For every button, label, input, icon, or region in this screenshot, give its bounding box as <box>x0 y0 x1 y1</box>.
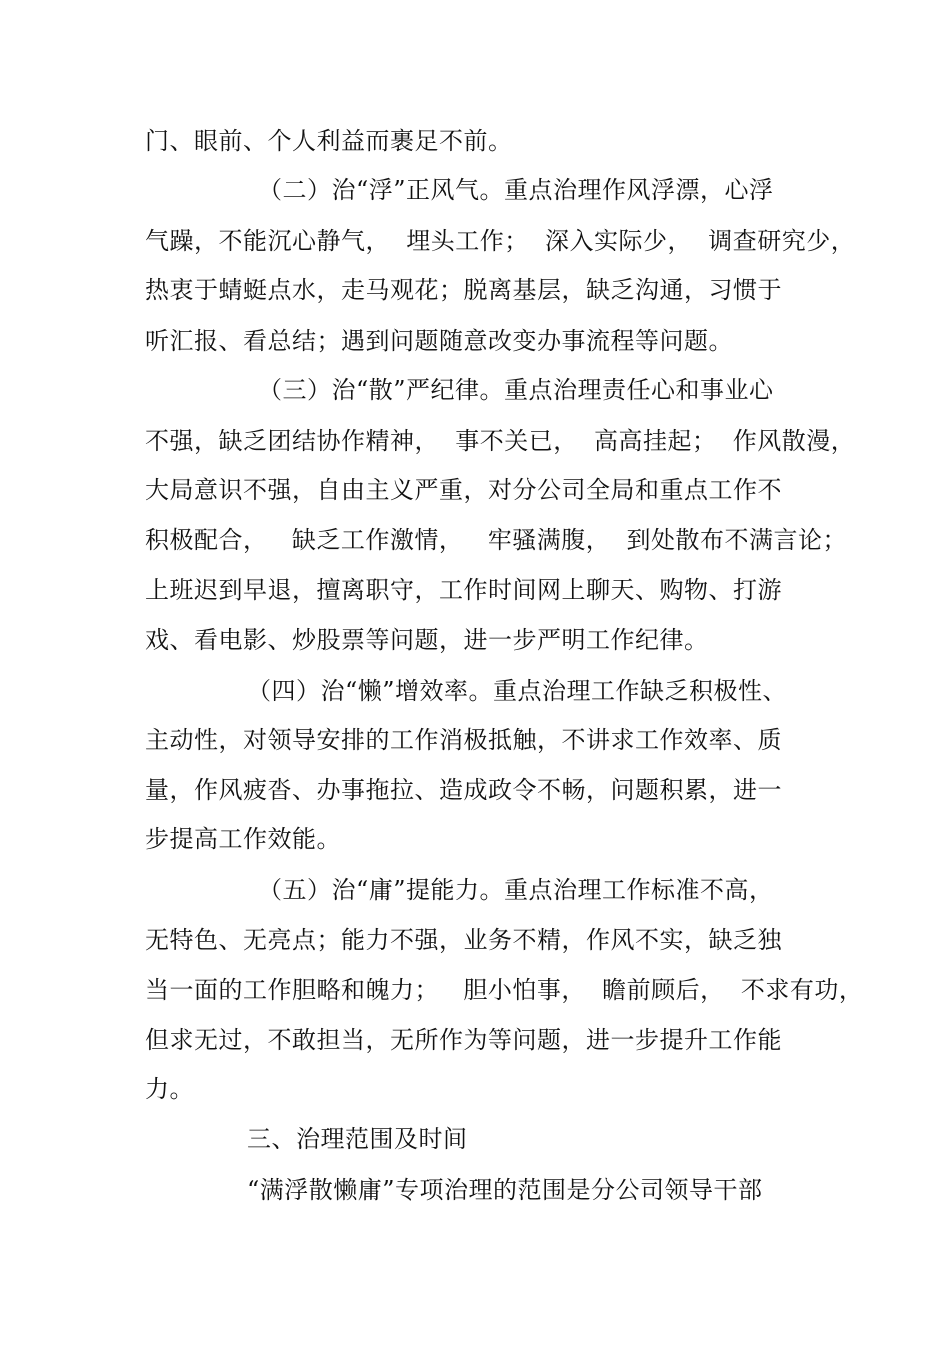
text-line: 无特色、无亮点；能力不强，业务不精，作风不实，缺乏独 <box>145 926 782 954</box>
section-heading-line: （二）治“浮”正风气。重点治理作风浮漂，心浮 <box>258 176 774 204</box>
text-line: 力。 <box>145 1075 194 1103</box>
text-line: 大局意识不强，自由主义严重，对分公司全局和重点工作不 <box>145 476 782 504</box>
section-heading-line: （四）治“懒”增效率。重点治理工作缺乏积极性、 <box>247 677 788 705</box>
text-line: 听汇报、看总结；遇到问题随意改变办事流程等问题。 <box>145 327 733 355</box>
text-line: 主动性，对领导安排的工作消极抵触，不讲求工作效率、质 <box>145 726 782 754</box>
text-line: “满浮散懒庸”专项治理的范围是分公司领导干部 <box>247 1176 763 1204</box>
text-line: 步提高工作效能。 <box>145 825 341 853</box>
section-heading-line: （三）治“散”严纪律。重点治理责任心和事业心 <box>258 376 774 404</box>
chapter-heading: 三、治理范围及时间 <box>247 1125 468 1153</box>
text-line: 上班迟到早退，擅离职守，工作时间网上聊天、购物、打游 <box>145 576 782 604</box>
text-line: 气躁，不能沉心静气， 埋头工作； 深入实际少， 调查研究少， <box>145 227 856 255</box>
text-line: 量，作风疲沓、办事拖拉、造成政令不畅，问题积累，进一 <box>145 776 782 804</box>
text-line: 戏、看电影、炒股票等问题，进一步严明工作纪律。 <box>145 626 709 654</box>
text-line: 热衷于蜻蜓点水，走马观花；脱离基层，缺乏沟通，习惯于 <box>145 276 782 304</box>
text-line: 不强，缺乏团结协作精神， 事不关已， 高高挂起； 作风散漫， <box>145 427 856 455</box>
section-heading-line: （五）治“庸”提能力。重点治理工作标准不高， <box>258 876 774 904</box>
text-line: 门、眼前、个人利益而裹足不前。 <box>145 127 513 155</box>
text-line: 积极配合， 缺乏工作激情， 牢骚满腹， 到处散布不满言论； <box>145 526 848 554</box>
text-line: 但求无过，不敢担当，无所作为等问题，进一步提升工作能 <box>145 1026 782 1054</box>
text-line: 当一面的工作胆略和魄力； 胆小怕事， 瞻前顾后， 不求有功， <box>145 976 864 1004</box>
